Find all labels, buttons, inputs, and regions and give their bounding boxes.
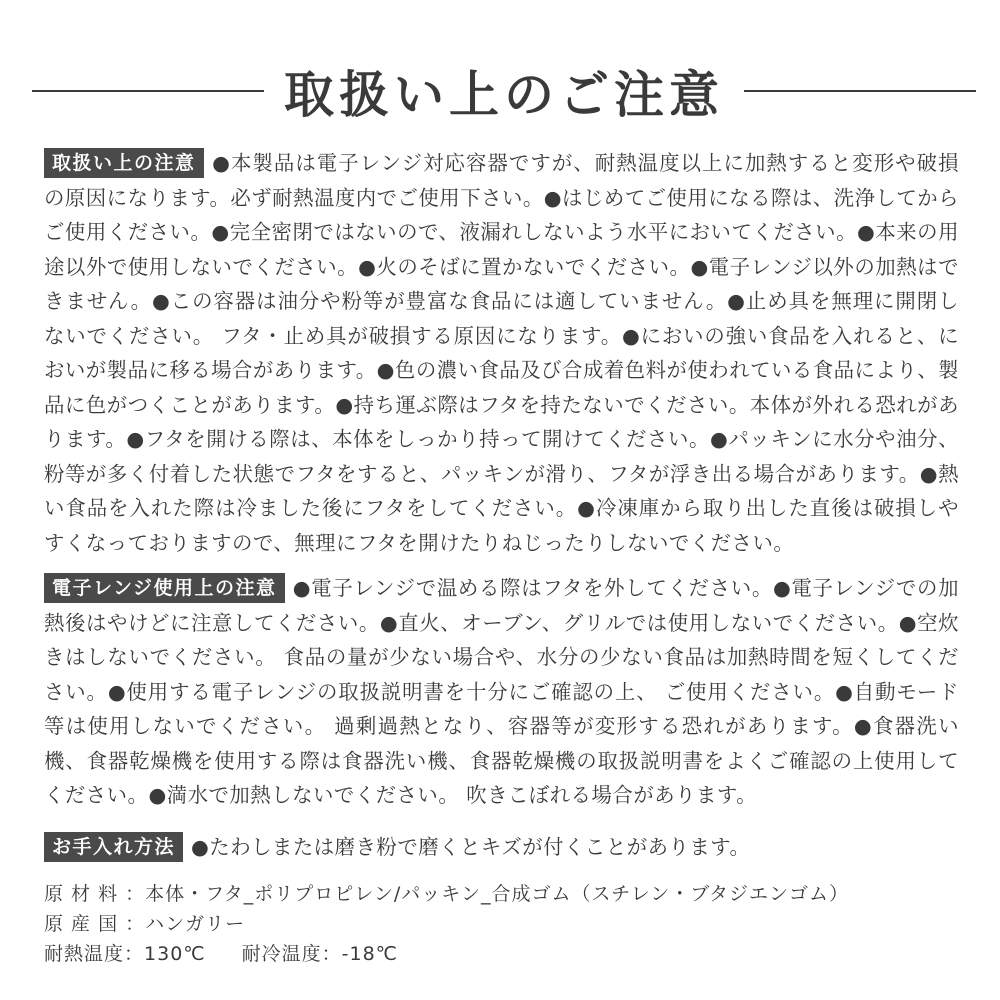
microwave-precautions-text: ●電子レンジで温める際はフタを外してください。●電子レンジでの加熱後はやけどに注意してください。●直火、オーブン、グリルでは使用しないでください。●空炊きはしないでください。 食品の量が少ない場合や、水分の少ない食品は加熱時間を短くしてください。●使用する電子レンジの取扱説明書を十分にご確認の上、 ご使用ください。●自動モード等は使用しないでください。 過剰過熱となり、容器等が変形する恐れがあります。●食器洗い機、食器乾燥機を使用する際は食器洗い機、食器乾燥機の取扱説明書をよくご確認の上使用してください。●満水で加熱しないでください。 吹きこぼれる場合があります。 xyxy=(44,576,959,807)
right-divider-line xyxy=(744,90,976,92)
care-instructions-text: ●たわしまたは磨き粉で磨くとキズが付くことがあります。 xyxy=(191,835,751,859)
heat-resistance-label: 耐熱温度： xyxy=(44,943,145,965)
origin-value: ハンガリー xyxy=(145,913,246,935)
material-label: 原 材 料 ： xyxy=(44,883,146,905)
care-instructions-label: お手入れ方法 xyxy=(44,832,183,862)
handling-precautions-label: 取扱い上の注意 xyxy=(44,148,204,178)
microwave-precautions-section xyxy=(44,571,959,813)
temperature-row xyxy=(44,939,398,969)
page-header xyxy=(32,55,976,127)
origin-row xyxy=(44,909,245,939)
material-value: 本体・フタ_ポリプロピレン/パッキン_合成ゴム（スチレン・ブタジエンゴム） xyxy=(145,883,849,905)
handling-precautions-section xyxy=(44,146,959,560)
cold-resistance-label: 耐冷温度： xyxy=(241,943,342,965)
microwave-precautions-label: 電子レンジ使用上の注意 xyxy=(44,573,285,603)
care-instructions-section xyxy=(44,830,959,865)
page-title: 取扱い上のご注意 xyxy=(284,66,724,124)
material-row xyxy=(44,879,849,909)
cold-resistance-value: -18℃ xyxy=(341,943,399,965)
handling-precautions-text: ●本製品は電子レンジ対応容器ですが、耐熱温度以上に加熱すると変形や破損の原因になります。必ず耐熱温度内でご使用下さい。●はじめてご使用になる際は、洗浄してからご使用ください。●完全密閉ではないので、液漏れしないよう水平においてください。●本来の用途以外で使用しないでください。●火のそばに置かないでください。●電子レンジ以外の加熱はできません。●この容器は油分や粉等が豊富な食品には適していません。●止め具を無理に開閉しないでください。 フタ・止め具が破損する原因になります。●においの強い食品を入れると、においが製品に移る場合があります。●色の濃い食品及び合成着色料が使われている食品により、製品に色がつくことがあります。●持ち運ぶ際はフタを持たないでください。本体が外れる恐れがあります。●フタを開ける際は、本体をしっかり持って開けてください。●パッキンに水分や油分、粉等が多く付着した状態でフタをすると、パッキンが滑り、フタが浮き出る場合があります。●熱い食品を入れた際は冷ました後にフタをしてください。●冷凍庫から取り出した直後は破損しやすくなっておりますので、無理にフタを開けたりねじったりしないでください。 xyxy=(44,151,960,555)
left-divider-line xyxy=(32,90,264,92)
origin-label: 原 産 国 ： xyxy=(44,913,146,935)
heat-resistance-value: 130℃ xyxy=(144,943,206,965)
